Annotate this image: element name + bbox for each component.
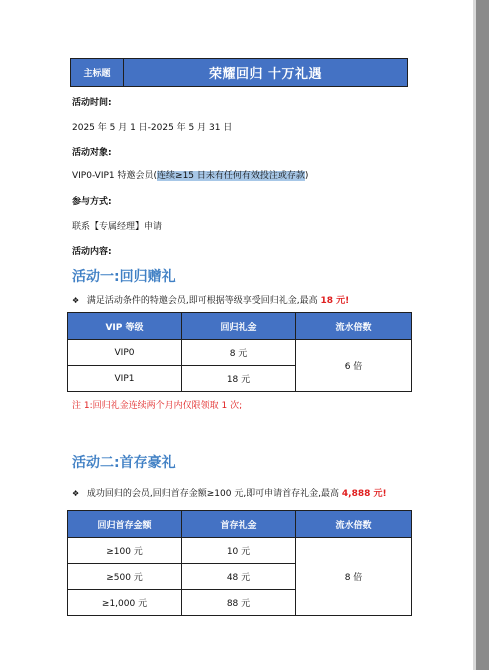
activity2-bullet-text: 成功回归的会员,回归首存金额≥100 元,即可申请首存礼金,最高	[86, 489, 342, 499]
activity1-max-amount: 18 元!	[320, 296, 350, 306]
activity2-table	[67, 510, 412, 616]
table-cell: 10 元	[182, 538, 296, 564]
column-header: VIP 等级	[68, 313, 182, 340]
title-label: 主标题	[71, 59, 124, 86]
vertical-scrollbar[interactable]	[476, 0, 489, 670]
table-cell: VIP0	[68, 340, 182, 366]
method-label: 参与方式:	[72, 197, 112, 207]
column-header: 流水倍数	[296, 313, 412, 340]
activity1-table	[67, 312, 412, 392]
target-value	[72, 168, 308, 181]
activity1-bullet-text: 满足活动条件的特邀会员,即可根据等级享受回归礼金,最高	[86, 296, 321, 306]
method-value: 联系【专属经理】申请	[72, 222, 163, 232]
activity1-bullet	[72, 293, 349, 306]
table-row	[68, 538, 412, 564]
column-header: 首存礼金	[182, 511, 296, 538]
title-banner	[70, 58, 408, 87]
target-suffix: )	[304, 171, 309, 181]
activity1-note: 注 1:回归礼金连续两个月内仅限领取 1 次;	[72, 401, 243, 411]
table-cell: 18 元	[182, 366, 296, 392]
table-cell: VIP1	[68, 366, 182, 392]
target-highlight: 连续≥15 日未有任何有效投注或存款	[157, 171, 305, 181]
activity2-bullet	[72, 486, 387, 499]
column-header: 回归礼金	[182, 313, 296, 340]
activity2-max-amount: 4,888 元!	[341, 489, 387, 499]
activity2-heading: 活动二:首存豪礼	[72, 455, 176, 471]
table-cell: ≥1,000 元	[68, 590, 182, 616]
table-cell: 8 元	[182, 340, 296, 366]
activity1-heading: 活动一:回归赠礼	[72, 269, 176, 285]
table-cell: 88 元	[182, 590, 296, 616]
target-label: 活动对象:	[72, 148, 112, 158]
diamond-bullet-icon: ❖	[72, 296, 80, 305]
multiplier-cell: 8 倍	[296, 538, 412, 616]
table-header-row	[68, 511, 412, 538]
column-header: 回归首存金额	[68, 511, 182, 538]
diamond-bullet-icon: ❖	[72, 489, 80, 498]
table-row	[68, 340, 412, 366]
time-value: 2025 年 5 月 1 日-2025 年 5 月 31 日	[72, 123, 233, 133]
table-cell: ≥100 元	[68, 538, 182, 564]
target-prefix: VIP0-VIP1 特邀会员(	[72, 171, 158, 181]
content-label: 活动内容:	[72, 247, 112, 257]
multiplier-cell: 6 倍	[296, 340, 412, 392]
page-title: 荣耀回归 十万礼遇	[124, 59, 407, 86]
column-header: 流水倍数	[296, 511, 412, 538]
time-label: 活动时间:	[72, 98, 112, 108]
table-cell: 48 元	[182, 564, 296, 590]
table-cell: ≥500 元	[68, 564, 182, 590]
table-header-row	[68, 313, 412, 340]
